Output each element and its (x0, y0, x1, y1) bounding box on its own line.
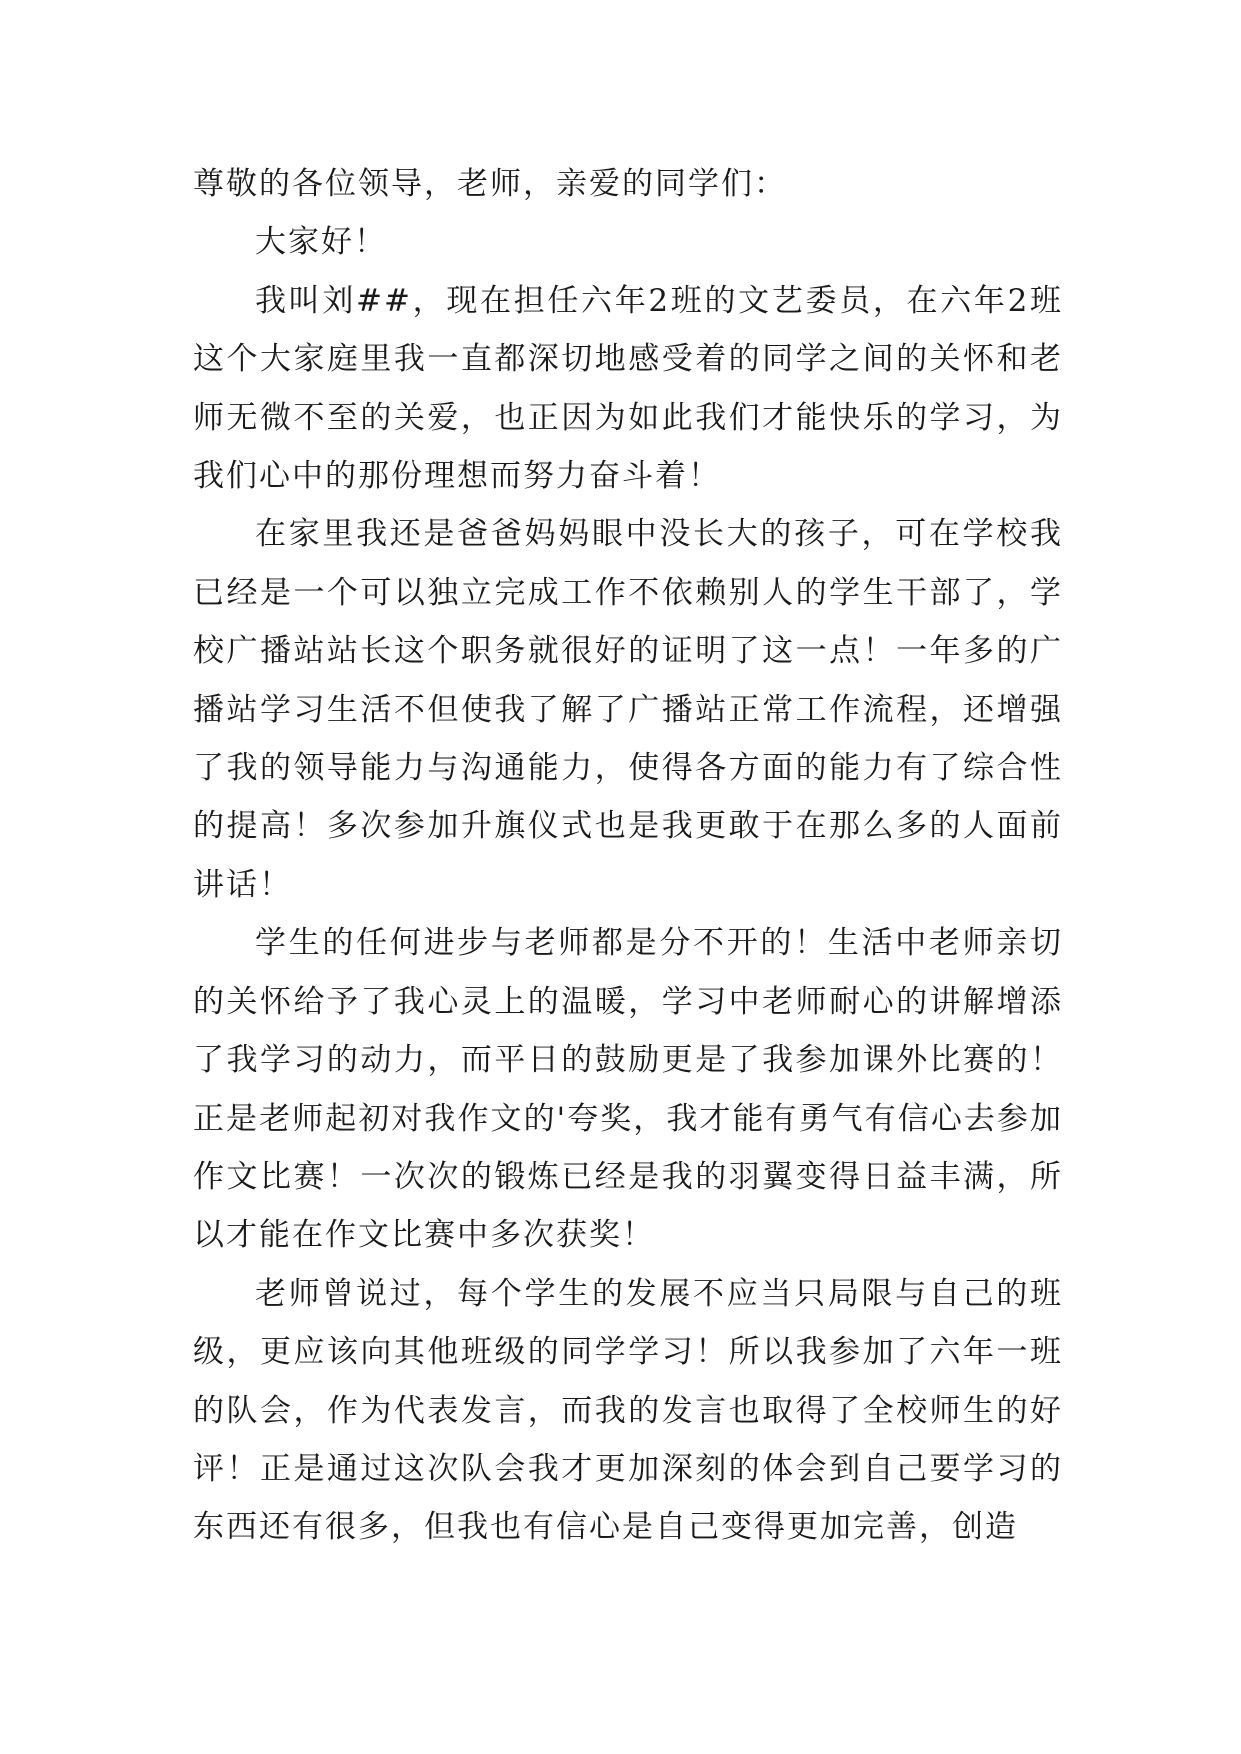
document-body (193, 155, 1063, 1557)
paragraph-greeting: 大家好！ (255, 224, 387, 261)
paragraph-teachers: 学生的任何进步与老师都是分不开的！生活中老师亲切的关怀给予了我心灵上的温暖，学习中老师耐心的讲解增添了我学习的动力，而平日的鼓励更是了我参加课外比赛的！正是老师起初对我作文的'夸奖，我才能有勇气有信心去参加作文比赛！一次次的锻炼已经是我的羽翼变得日益丰满，所以才能在作文比赛中多次获奖！ (193, 925, 1063, 1254)
salutation: 尊敬的各位领导，老师，亲爱的同学们： (193, 166, 787, 202)
paragraph-introduction: 我叫刘##，现在担任六年2班的文艺委员，在六年2班这个大家庭里我一直都深切地感受着的同学之间的关怀和老师无微不至的关爱，也正因为如此我们才能快乐的学习，为我们心中的那份理想而努力奋斗着！ (193, 282, 1063, 495)
paragraph-broadcast-station: 在家里我还是爸爸妈妈眼中没长大的孩子，可在学校我已经是一个可以独立完成工作不依赖别人的学生干部了，学校广播站站长这个职务就很好的证明了这一点！一年多的广播站学习生活不但使我了解了广播站正常工作流程，还增强了我的领导能力与沟通能力，使得各方面的能力有了综合性的提高！多次参加升旗仪式也是我更敢于在那么多的人面前讲话！ (193, 516, 1063, 903)
paragraph-team-meeting: 老师曾说过，每个学生的发展不应当只局限与自己的班级，更应该向其他班级的同学学习！所以我参加了六年一班的队会，作为代表发言，而我的发言也取得了全校师生的好评！正是通过这次队会我才更加深刻的体会到自己要学习的东西还有很多，但我也有信心是自己变得更加完善，创造 (193, 1275, 1063, 1546)
